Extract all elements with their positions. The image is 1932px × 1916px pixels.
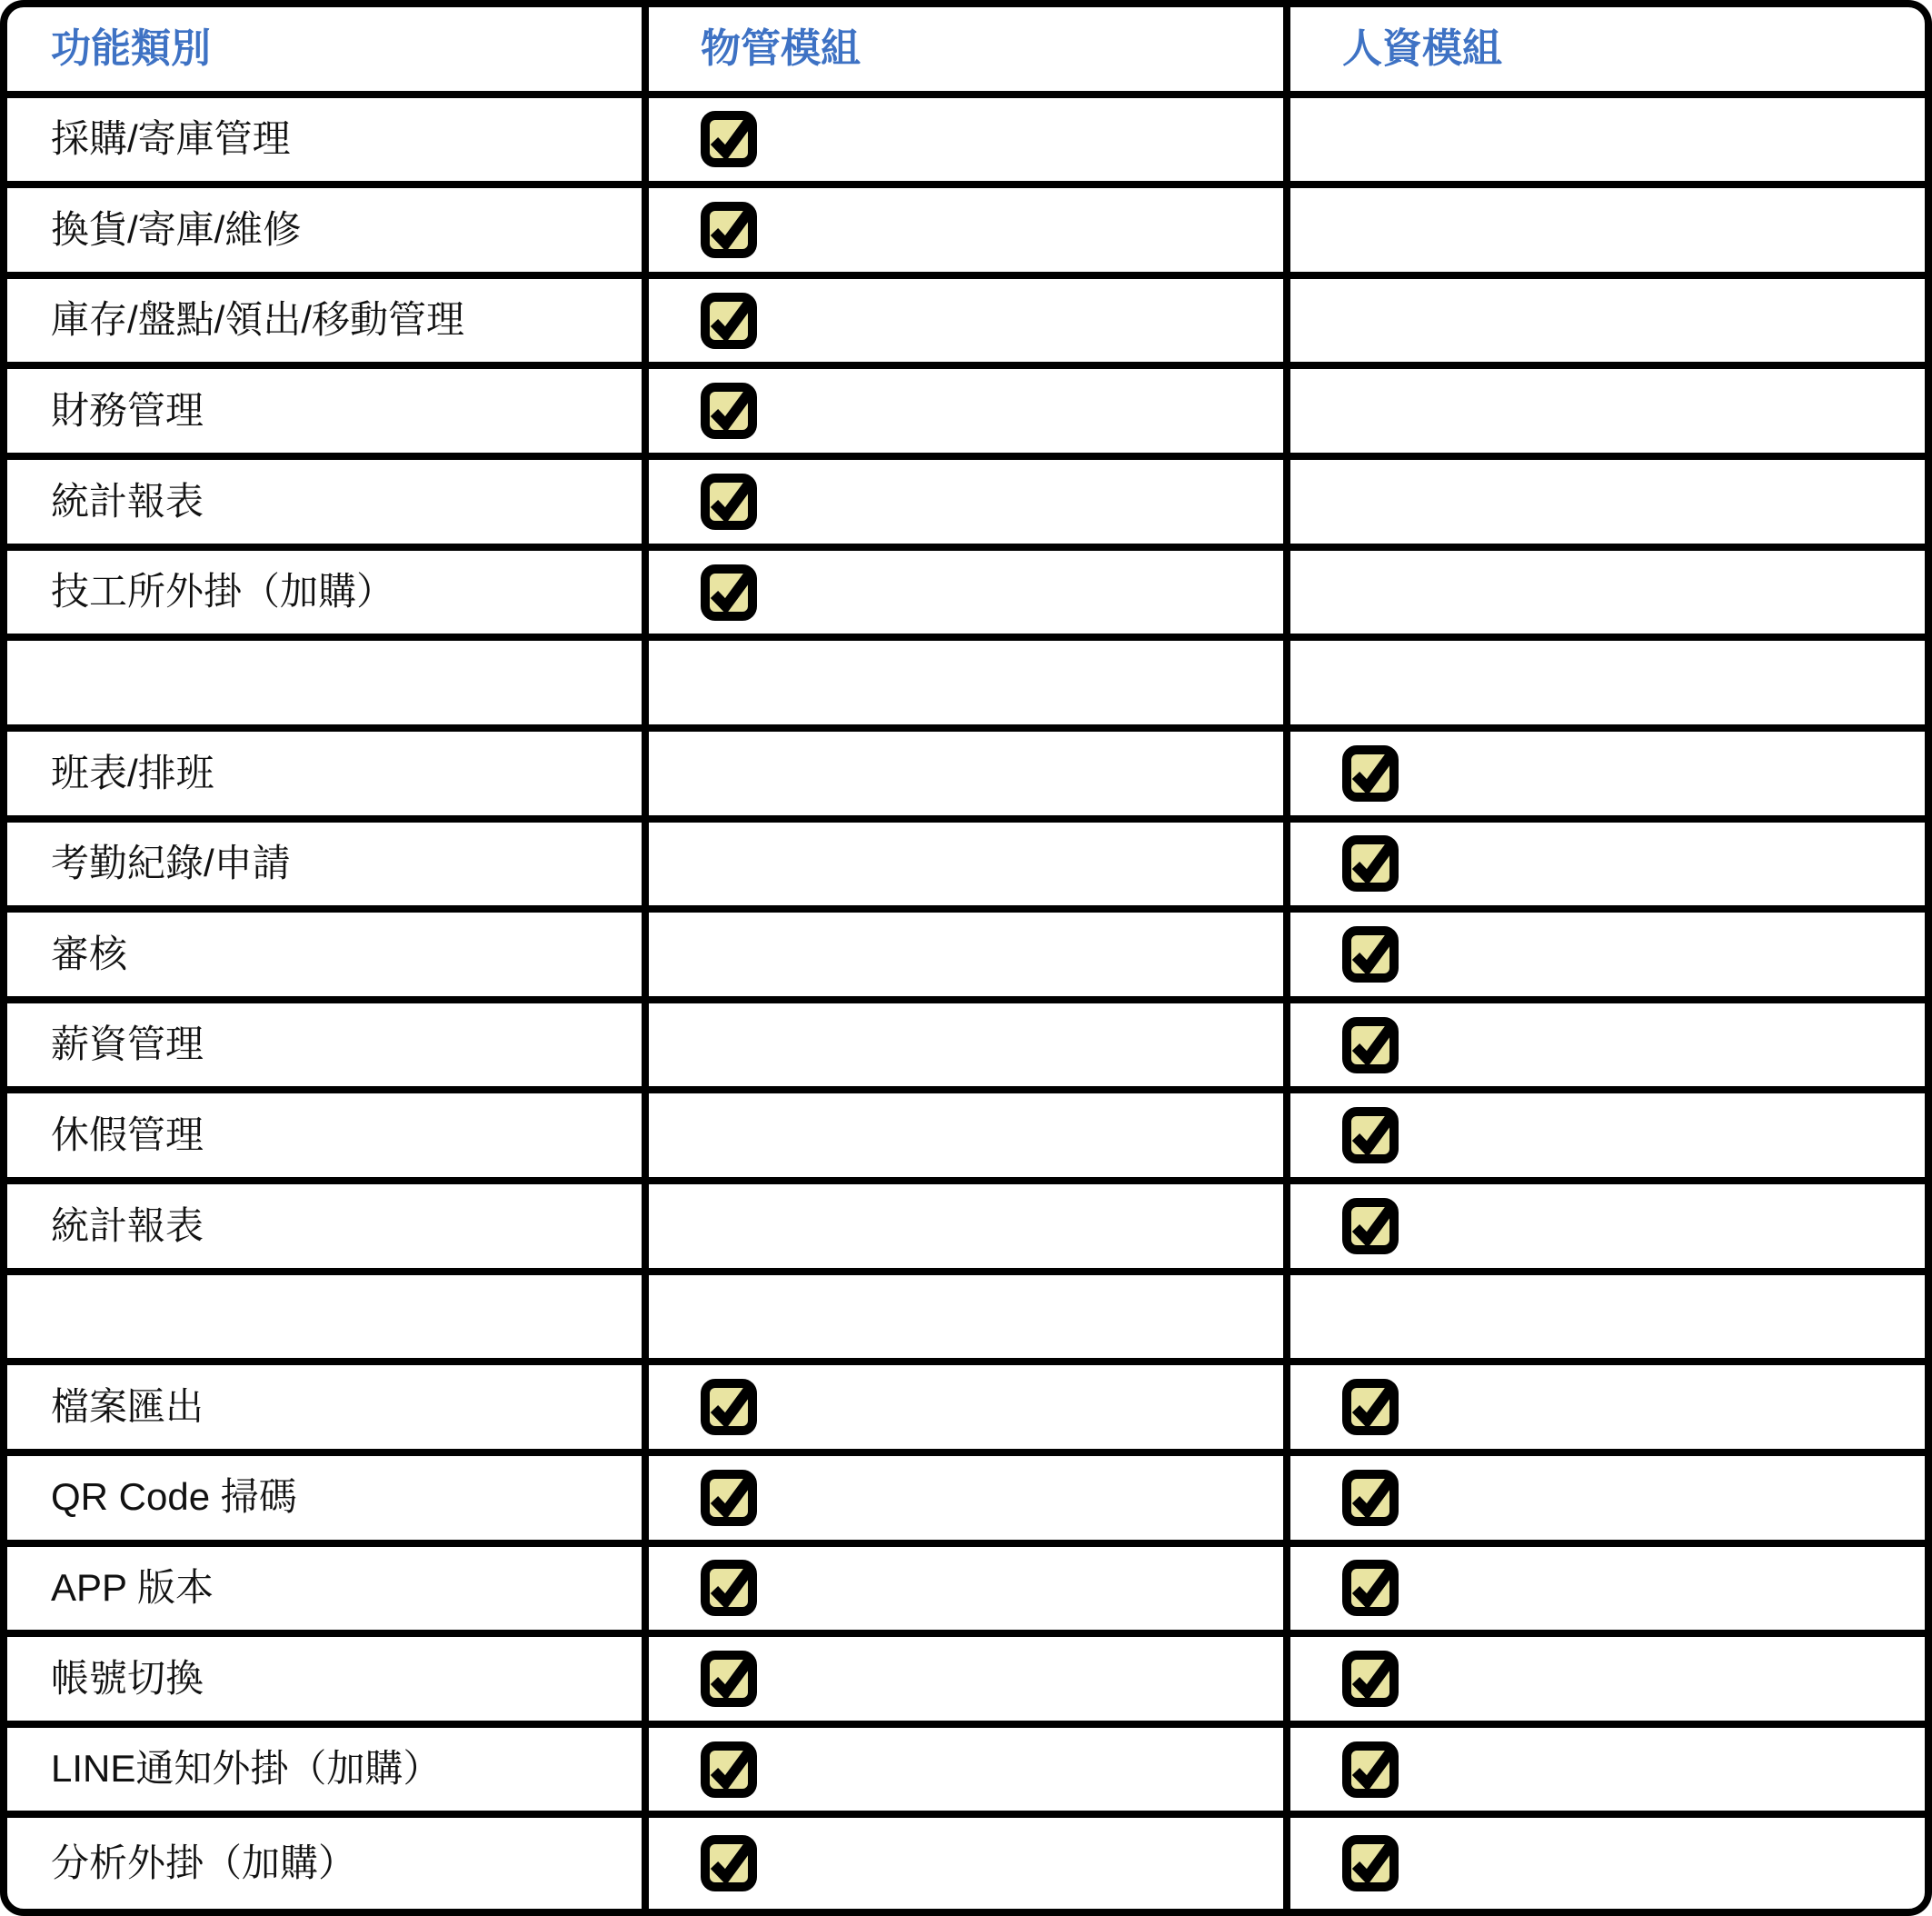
feature-label: 審核 [51, 932, 128, 975]
column-header-label: 人資模組 [1342, 26, 1502, 72]
feature-label-cell [7, 279, 642, 370]
pm-module-cell [642, 1365, 1283, 1456]
checkbox-checked-icon [701, 474, 757, 530]
feature-label-cell [7, 1184, 642, 1275]
feature-label: LINE通知外掛（加購） [51, 1747, 442, 1791]
hr-module-cell [1283, 732, 1925, 823]
hr-module-cell [1283, 1637, 1925, 1728]
feature-label-cell [7, 1093, 642, 1184]
feature-label-cell [7, 1365, 642, 1456]
feature-label: 薪資管理 [51, 1023, 204, 1066]
hr-module-cell [1283, 1093, 1925, 1184]
checkbox-checked-icon [1342, 745, 1399, 802]
checkbox-checked-icon [1342, 1560, 1399, 1616]
feature-label-cell [7, 823, 642, 913]
feature-label: 財務管理 [51, 389, 204, 433]
feature-label: 班表/排班 [51, 751, 214, 794]
pm-module-cell [642, 1275, 1283, 1366]
pm-module-cell [642, 279, 1283, 370]
pm-module-cell [642, 1456, 1283, 1547]
hr-module-cell [1283, 460, 1925, 551]
feature-label-cell [7, 1728, 642, 1819]
feature-label-cell [7, 1547, 642, 1638]
hr-module-cell [1283, 823, 1925, 913]
feature-label: 考勤紀錄/申請 [51, 842, 291, 885]
feature-label-cell [7, 1456, 642, 1547]
checkbox-checked-icon [1342, 835, 1399, 892]
column-header-label: 功能類別 [51, 26, 211, 72]
hr-module-cell [1283, 551, 1925, 642]
hr-module-cell [1283, 1818, 1925, 1909]
feature-label-cell [7, 1003, 642, 1094]
pm-module-cell [642, 913, 1283, 1003]
checkbox-checked-icon [1342, 1835, 1399, 1891]
hr-module-cell [1283, 1728, 1925, 1819]
pm-module-cell [642, 188, 1283, 279]
pm-module-cell [642, 98, 1283, 189]
checkbox-checked-icon [1342, 926, 1399, 983]
hr-module-cell [1283, 1547, 1925, 1638]
hr-module-cell [1283, 641, 1925, 732]
feature-label: 庫存/盤點/領出/移動管理 [51, 298, 465, 342]
pm-module-cell [642, 1003, 1283, 1094]
pm-module-cell [642, 1547, 1283, 1638]
pm-module-cell [642, 1637, 1283, 1728]
checkbox-checked-icon [701, 1379, 757, 1435]
hr-module-cell [1283, 913, 1925, 1003]
hr-module-cell [1283, 1003, 1925, 1094]
checkbox-checked-icon [701, 293, 757, 349]
pm-module-cell [642, 460, 1283, 551]
feature-label: 統計報表 [51, 1203, 204, 1247]
checkbox-checked-icon [1342, 1107, 1399, 1163]
hr-module-cell [1283, 1365, 1925, 1456]
checkbox-checked-icon [701, 1560, 757, 1616]
checkbox-checked-icon [701, 1741, 757, 1798]
hr-module-cell [1283, 1184, 1925, 1275]
checkbox-checked-icon [701, 383, 757, 439]
column-header-pm-module [642, 7, 1283, 98]
feature-label: 採購/寄庫管理 [51, 117, 291, 161]
checkbox-checked-icon [701, 1651, 757, 1707]
pm-module-cell [642, 1184, 1283, 1275]
feature-label-cell [7, 460, 642, 551]
column-header-hr-module [1283, 7, 1925, 98]
feature-label-cell [7, 369, 642, 460]
feature-label-cell [7, 98, 642, 189]
checkbox-checked-icon [701, 202, 757, 258]
checkbox-checked-icon [1342, 1198, 1399, 1254]
hr-module-cell [1283, 279, 1925, 370]
pm-module-cell [642, 1818, 1283, 1909]
pm-module-cell [642, 1728, 1283, 1819]
checkbox-checked-icon [1342, 1470, 1399, 1526]
feature-label-cell [7, 1637, 642, 1728]
feature-label: APP 版本 [51, 1566, 214, 1610]
feature-label-cell [7, 641, 642, 732]
feature-label: 統計報表 [51, 479, 204, 523]
feature-label: 分析外掛（加購） [51, 1841, 357, 1884]
pm-module-cell [642, 732, 1283, 823]
checkbox-checked-icon [701, 111, 757, 167]
feature-label-cell [7, 1275, 642, 1366]
feature-label-cell [7, 732, 642, 823]
feature-label-cell [7, 551, 642, 642]
checkbox-checked-icon [701, 1835, 757, 1891]
feature-label-cell [7, 913, 642, 1003]
feature-label: 技工所外掛（加購） [51, 570, 395, 614]
checkbox-checked-icon [1342, 1741, 1399, 1798]
hr-module-cell [1283, 1275, 1925, 1366]
pm-module-cell [642, 551, 1283, 642]
feature-label: 換貨/寄庫/維修 [51, 207, 302, 251]
hr-module-cell [1283, 98, 1925, 189]
checkbox-checked-icon [1342, 1017, 1399, 1073]
column-header-label: 物管模組 [701, 26, 861, 72]
pm-module-cell [642, 369, 1283, 460]
checkbox-checked-icon [1342, 1379, 1399, 1435]
checkbox-checked-icon [1342, 1651, 1399, 1707]
feature-label-cell [7, 188, 642, 279]
pm-module-cell [642, 1093, 1283, 1184]
pm-module-cell [642, 641, 1283, 732]
hr-module-cell [1283, 369, 1925, 460]
hr-module-cell [1283, 1456, 1925, 1547]
feature-label: 帳號切換 [51, 1656, 204, 1700]
checkbox-checked-icon [701, 1470, 757, 1526]
column-header-feature-category [7, 7, 642, 98]
feature-label: 檔案匯出 [51, 1384, 204, 1428]
hr-module-cell [1283, 188, 1925, 279]
feature-label-cell [7, 1818, 642, 1909]
feature-label: QR Code 掃碼 [51, 1475, 297, 1519]
feature-label: 休假管理 [51, 1113, 204, 1156]
pm-module-cell [642, 823, 1283, 913]
checkbox-checked-icon [701, 564, 757, 621]
